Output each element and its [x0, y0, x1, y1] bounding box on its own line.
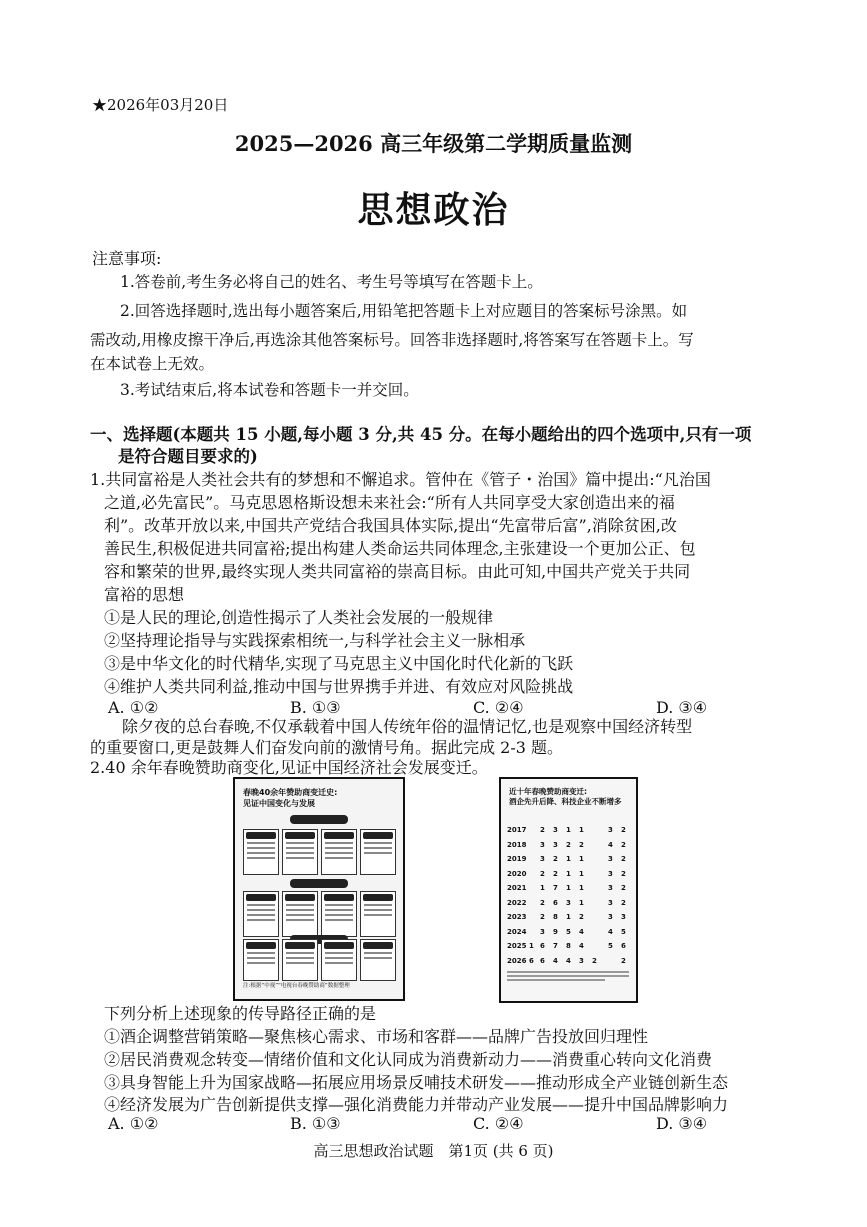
table-value-cell: 3 [553, 840, 558, 849]
table-value-cell: 2 [540, 869, 545, 878]
q2-statement: ②居民消费观念转变—情绪价值和文化认同成为消费新动力——消费重心转向文化消费 [104, 1050, 713, 1069]
table-value-cell: 1 [579, 884, 584, 892]
table-value-cell: 3 [553, 826, 558, 834]
q2-option-d: D. ③④ [656, 1114, 708, 1133]
table-value-cell: 2 [540, 898, 545, 907]
table-year-cell: 2025 [507, 942, 527, 950]
table-value-cell: 1 [566, 855, 571, 863]
poster-era-band [290, 815, 348, 824]
table-year-cell: 2024 [507, 927, 527, 936]
table-value-cell: 3 [540, 855, 545, 863]
table-value-cell: 1 [566, 869, 571, 878]
table-value-cell: 2 [621, 898, 626, 907]
table-value-cell: 2 [621, 869, 626, 878]
q2-statement: ③具身智能上升为国家战略—拓展应用场景反哺技术研发——推动形成全产业链创新生态 [104, 1073, 729, 1092]
table-value-cell: 1 [579, 826, 584, 834]
poster-card [321, 829, 357, 875]
table-value-cell: 5 [566, 927, 571, 936]
table-value-cell: 6 [540, 956, 545, 965]
q2-statement: ①酒企调整营销策略—聚焦核心需求、市场和客群——品牌广告投放回归理性 [104, 1027, 649, 1046]
poster-era-band [290, 879, 348, 888]
table-year-cell: 2018 [507, 840, 527, 849]
q2-prompt: 下列分析上述现象的传导路径正确的是 [104, 1004, 377, 1023]
notes-heading: 注意事项: [92, 249, 162, 268]
table-row [507, 868, 631, 882]
note-line: 需改动,用橡皮擦干净后,再选涂其他答案标号。回答非选择题时,将答案写在答题卡上。写 [90, 331, 694, 349]
table-value-cell: 5 [608, 942, 613, 950]
table-title-line2: 酒企先升后降、科技企业不断增多 [509, 797, 622, 806]
sponsor-table-figure [499, 777, 638, 1003]
table-value-cell: 3 [540, 840, 545, 849]
table-value-cell: 3 [608, 855, 613, 863]
table-value-cell: 2 [621, 826, 626, 834]
q2-option-c: C. ②④ [473, 1114, 524, 1133]
table-value-cell: 1 [579, 855, 584, 863]
note-line: 2.回答选择题时,选出每小题答案后,用铅笔把答题卡上对应题目的答案标号涂黑。如 [120, 302, 688, 320]
table-row [507, 897, 631, 911]
table-row [507, 940, 631, 954]
exam-date: ★2026年03月20日 [92, 96, 229, 114]
table-year-cell: 2022 [507, 898, 527, 907]
table-title-line1: 近十年春晚赞助商变迁: [509, 787, 587, 796]
table-value-cell: 3 [579, 956, 584, 965]
table-year-cell: 2019 [507, 855, 527, 863]
table-value-cell: 1 [566, 884, 571, 892]
q2-statement: ④经济发展为广告创新提供支撑—强化消费能力并带动产业发展——提升中国品牌影响力 [104, 1095, 729, 1114]
sponsor-history-poster [233, 777, 405, 1001]
table-value-cell: 2 [540, 913, 545, 921]
poster-title-line1: 春晚40余年赞助商变迁史: [243, 788, 338, 797]
table-year-cell: 2020 [507, 869, 527, 878]
table-value-cell: 1 [566, 826, 571, 834]
table-value-cell: 1 [579, 898, 584, 907]
passage-line: 除夕夜的总台春晚,不仅承载着中国人传统年俗的温情记忆,也是观察中国经济转型 [122, 717, 693, 736]
table-value-cell: 8 [553, 913, 558, 921]
table-value-cell: 4 [566, 956, 571, 965]
table-value-cell: 2 [579, 913, 584, 921]
q1-stem-line: 富裕的思想 [104, 585, 185, 604]
poster-footnote: 注:根据“中视”“电视台春晚赞助商”数据整理 [243, 983, 350, 989]
section-heading-line1: 一、选择题(本题共 15 小题,每小题 3 分,共 45 分。在每小题给出的四个选项中,只有一项 [90, 425, 752, 444]
poster-card [243, 829, 279, 875]
table-value-cell: 3 [608, 869, 613, 878]
table-value-cell: 4 [608, 840, 613, 849]
table-footnote [507, 969, 629, 983]
table-value-cell: 2 [621, 855, 626, 863]
table-value-cell: 4 [579, 927, 584, 936]
table-value-cell: 2 [579, 840, 584, 849]
table-value-cell: 2 [592, 956, 597, 965]
subject-title: 思想政治 [357, 189, 510, 231]
q1-option-c: C. ②④ [473, 698, 524, 717]
q1-stem-line: 容和繁荣的世界,最终实现人类共同富裕的崇高目标。由此可知,中国共产党关于共同 [104, 562, 691, 581]
table-row [507, 926, 631, 940]
table-value-cell: 3 [608, 913, 613, 921]
q1-stem-line: 之道,必先富民”。马克思恩格斯设想未来社会:“所有人共同享受大家创造出来的福 [104, 493, 675, 512]
poster-card [282, 829, 318, 875]
table-value-cell: 2 [621, 884, 626, 892]
note-line: 1.答卷前,考生务必将自己的姓名、考生号等填写在答题卡上。 [120, 273, 543, 291]
table-value-cell: 2 [621, 840, 626, 849]
table-row [507, 853, 631, 867]
table-value-cell: 2 [621, 956, 626, 965]
table-row [507, 839, 631, 853]
q2-stem: 2.40 余年春晚赞助商变化,见证中国经济社会发展变迁。 [90, 758, 488, 777]
q1-stem-line: 善民生,积极促进共同富裕;提出构建人类命运共同体理念,主张建设一个更加公正、包 [104, 539, 696, 558]
table-value-cell: 3 [608, 884, 613, 892]
note-line: 3.考试结束后,将本试卷和答题卡一并交回。 [120, 381, 419, 399]
table-value-cell: 3 [608, 898, 613, 907]
table-row [507, 824, 631, 838]
q1-option-a: A. ①② [108, 698, 159, 717]
table-value-cell: 4 [579, 942, 584, 950]
table-value-cell: 6 [621, 942, 626, 950]
table-value-cell: 4 [553, 956, 558, 965]
table-value-cell: 3 [621, 913, 626, 921]
table-value-cell: 2 [553, 869, 558, 878]
table-value-cell: 2 [540, 826, 545, 834]
q1-statement: ③是中华文化的时代精华,实现了马克思主义中国化时代化新的飞跃 [104, 654, 574, 673]
table-value-cell: 3 [608, 826, 613, 834]
table-value-cell: 7 [553, 942, 558, 950]
table-value-cell: 1 [566, 913, 571, 921]
table-row [507, 955, 631, 969]
poster-card [321, 939, 357, 981]
table-value-cell: 4 [608, 927, 613, 936]
table-value-cell: 6 [553, 898, 558, 907]
table-value-cell: 2 [566, 840, 571, 849]
poster-title-line2: 见证中国变化与发展 [243, 799, 315, 808]
q2-option-a: A. ①② [108, 1114, 159, 1133]
table-value-cell: 6 [540, 942, 545, 950]
table-value-cell: 7 [553, 884, 558, 892]
poster-card [360, 939, 396, 981]
table-value-cell: 1 [579, 869, 584, 878]
q1-stem-line: 1.共同富裕是人类社会共有的梦想和不懈追求。管仲在《管子・治国》篇中提出:“凡治国 [90, 470, 711, 489]
table-value-cell: 9 [553, 927, 558, 936]
table-value-cell: 8 [566, 942, 571, 950]
q1-option-b: B. ①③ [290, 698, 341, 717]
table-row [507, 882, 631, 896]
poster-card [360, 829, 396, 875]
poster-card [282, 939, 318, 981]
passage-line: 的重要窗口,更是鼓舞人们奋发向前的激情号角。据此完成 2-3 题。 [90, 738, 564, 757]
q1-statement: ①是人民的理论,创造性揭示了人类社会发展的一般规律 [104, 608, 494, 627]
q1-stem-line: 利”。改革开放以来,中国共产党结合我国具体实际,提出“先富带后富”,消除贫困,改 [104, 516, 677, 535]
table-year-cell: 2023 [507, 913, 527, 921]
q1-option-d: D. ③④ [656, 698, 708, 717]
section-heading-line2: 是符合题目要求的) [118, 447, 258, 466]
exam-title: 2025—2026 高三年级第二学期质量监测 [234, 131, 633, 156]
poster-card [243, 891, 279, 937]
table-value-cell: 2 [553, 855, 558, 863]
q1-statement: ④维护人类共同利益,推动中国与世界携手并进、有效应对风险挑战 [104, 677, 574, 696]
note-line: 在本试卷上无效。 [90, 355, 215, 373]
table-year-cell: 2026 [507, 956, 527, 965]
table-year-cell: 2017 [507, 826, 527, 834]
table-value-cell: 6 [529, 956, 534, 965]
table-row [507, 911, 631, 925]
table-year-cell: 2021 [507, 884, 527, 892]
table-value-cell: 1 [540, 884, 545, 892]
poster-card [282, 891, 318, 937]
q2-option-b: B. ①③ [290, 1114, 341, 1133]
table-value-cell: 3 [566, 898, 571, 907]
table-value-cell: 1 [529, 942, 534, 950]
q1-statement: ②坚持理论指导与实践探索相统一,与科学社会主义一脉相承 [104, 631, 526, 650]
page-footer: 高三思想政治试题 第1页 (共 6 页) [313, 1142, 554, 1160]
table-value-cell: 5 [621, 927, 626, 936]
poster-card [243, 939, 279, 981]
poster-card [321, 891, 357, 937]
poster-card [360, 891, 396, 937]
table-value-cell: 3 [540, 927, 545, 936]
